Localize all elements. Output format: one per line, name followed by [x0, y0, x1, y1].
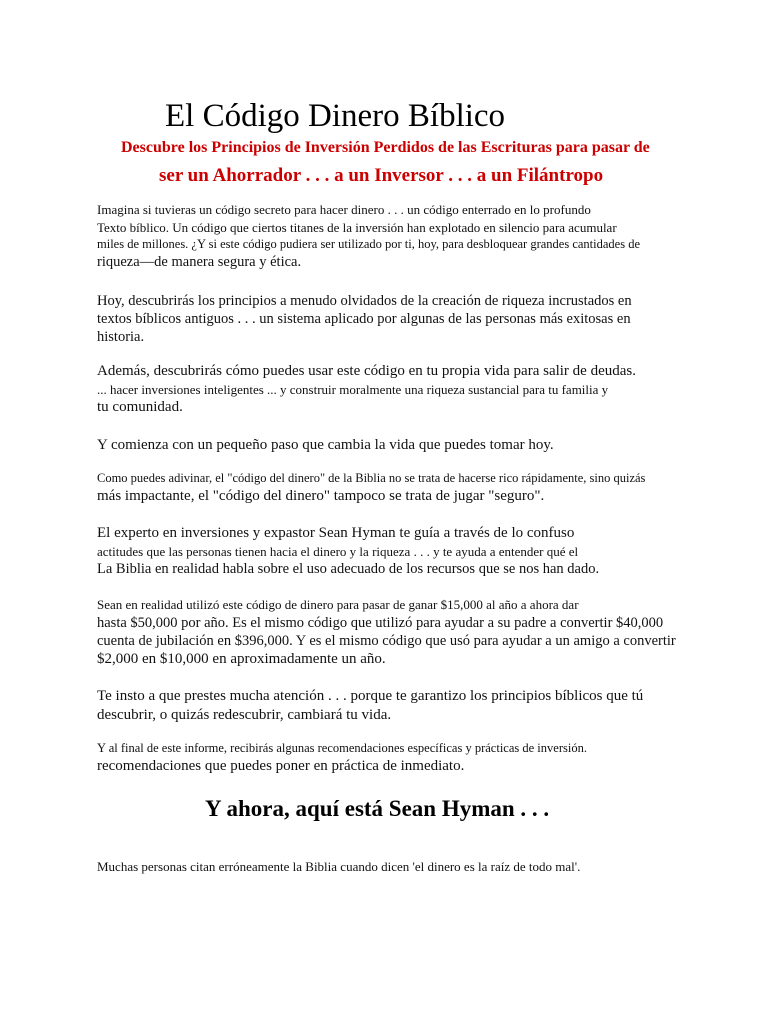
- paragraph-line: Imagina si tuvieras un código secreto para hacer dinero . . . un código enterrado en lo profundo: [97, 202, 591, 217]
- paragraph-line: Te insto a que prestes mucha atención . . . porque te garantizo los principios bíblicos que tú: [97, 688, 644, 704]
- paragraph-results: [97, 596, 707, 668]
- subtitle-line-2: ser un Ahorrador . . . a un Inversor . . . a un Filántropo: [159, 165, 604, 186]
- paragraph-line: Muchas personas citan erróneamente la Biblia cuando dicen 'el dinero es la raíz de todo mal'.: [97, 859, 581, 874]
- paragraph-line: Y comienza con un pequeño paso que cambia la vida que puedes tomar hoy.: [97, 437, 554, 453]
- subtitle-line-1: Descubre los Principios de Inversión Perdidos de las Escrituras para pasar de: [121, 139, 650, 156]
- paragraph-closing: [97, 858, 707, 876]
- paragraph-debts: [97, 362, 707, 417]
- paragraph-line: descubrir, o quizás redescubrir, cambiará tu vida.: [97, 706, 392, 723]
- paragraph-line: cuenta de jubilación en $396,000. Y es el mismo código que usó para ayudar a un amigo a convertir: [97, 632, 676, 649]
- paragraph-line: hasta $50,000 por año. Es el mismo código que utilizó para ayudar a su padre a convertir $40,000: [97, 614, 664, 631]
- paragraph-principles: [97, 292, 707, 346]
- paragraph-line: textos bíblicos antiguos . . . un sistema aplicado por algunas de las personas más exitosas en: [97, 311, 631, 327]
- paragraph-line: Como puedes adivinar, el "código del dinero" de la Biblia no se trata de hacerse rico rápidamente, sino quizás: [97, 471, 646, 485]
- paragraph-attention: [97, 687, 707, 724]
- paragraph-first-step: [97, 436, 707, 455]
- paragraph-line: La Biblia en realidad habla sobre el uso adecuado de los recursos que se nos han dado.: [97, 561, 600, 577]
- paragraph-line: riqueza—de manera segura y ética.: [97, 254, 302, 270]
- paragraph-intro: [97, 201, 707, 271]
- paragraph-line: tu comunidad.: [97, 399, 183, 415]
- paragraph-line: Texto bíblico. Un código que ciertos titanes de la inversión han explotado en silencio para acumular: [97, 219, 617, 235]
- paragraph-line: miles de millones. ¿Y si este código pudiera ser utilizado por ti, hoy, para desbloquear grandes cantidades de: [97, 237, 641, 251]
- paragraph-recommendations: [97, 740, 707, 776]
- paragraph-line: Hoy, descubrirás los principios a menudo olvidados de la creación de riqueza incrustados en: [97, 293, 632, 309]
- paragraph-line: actitudes que las personas tienen hacia el dinero y la riqueza . . . y te ayuda a entender qué el: [97, 543, 579, 559]
- paragraph-line: ... hacer inversiones inteligentes ... y construir moralmente una riqueza sustancial para tu familia y: [97, 381, 609, 397]
- paragraph-line: recomendaciones que puedes poner en práctica de inmediato.: [97, 758, 465, 774]
- paragraph-line: historia.: [97, 329, 145, 345]
- paragraph-line: El experto en inversiones y expastor Sean Hyman te guía a través de lo confuso: [97, 525, 575, 541]
- paragraph-line: Además, descubrirás cómo puedes usar este código en tu propia vida para salir de deudas.: [97, 363, 636, 379]
- paragraph-line: Sean en realidad utilizó este código de dinero para pasar de ganar $15,000 al año a ahora dar: [97, 597, 579, 612]
- paragraph-line: $2,000 en $10,000 en aproximadamente un año.: [97, 650, 386, 667]
- document-title: El Código Dinero Bíblico: [165, 98, 506, 134]
- paragraph-line: Y al final de este informe, recibirás algunas recomendaciones específicas y prácticas de inversión.: [97, 741, 587, 755]
- paragraph-money-code: [97, 470, 707, 506]
- section-heading: Y ahora, aquí está Sean Hyman . . .: [205, 796, 550, 821]
- paragraph-line: más impactante, el "código del dinero" tampoco se trata de jugar "seguro".: [97, 488, 545, 504]
- paragraph-sean-hyman: [97, 524, 707, 578]
